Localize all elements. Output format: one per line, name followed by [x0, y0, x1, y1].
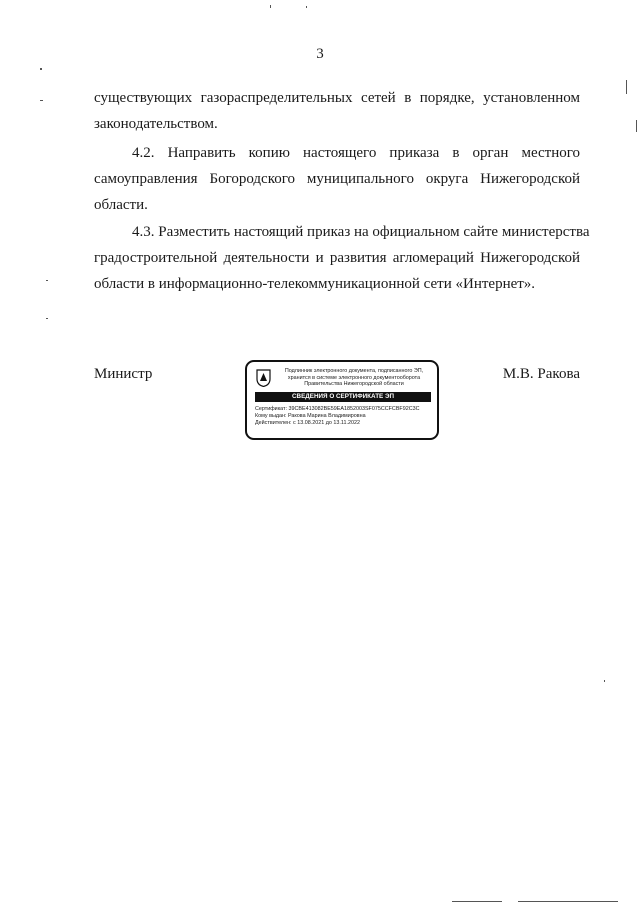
paragraph-line: 4.2. Направить копию настоящего приказа в орган местного	[132, 145, 580, 161]
valid-label: Действителен:	[255, 420, 292, 426]
paragraph-4-3	[94, 219, 590, 297]
stamp-header-line: Правительства Нижегородской области	[304, 381, 404, 388]
signer-name: М.В. Ракова	[502, 366, 580, 382]
scan-mark	[626, 80, 627, 94]
scan-mark	[270, 5, 271, 8]
valid-value: с 13.08.2021 до 13.11.2022	[293, 420, 360, 426]
scan-mark	[46, 318, 48, 319]
stamp-header-line: хранится в системе электронного документооборота	[287, 374, 421, 381]
scan-mark	[306, 6, 307, 8]
issued-to-row	[255, 413, 435, 420]
paragraph-line: существующих газораспределительных сетей в порядке, установленном	[94, 90, 580, 106]
paragraph-line: самоуправления Богородского муниципального округа Нижегородской	[94, 171, 580, 187]
certificate-value: 39CBE413082BE59EA1852003SF075CCFCBF92C3C	[288, 406, 420, 412]
stamp-header-line: Подлинник электронного документа, подписанного ЭП,	[284, 368, 424, 374]
paragraph-line: области.	[94, 197, 148, 213]
scan-mark	[452, 901, 502, 902]
stamp-header	[273, 368, 435, 388]
coat-of-arms-icon	[256, 369, 271, 387]
page-number: 3	[316, 46, 324, 62]
stamp-details	[255, 406, 435, 427]
paragraph-continuation	[94, 85, 580, 137]
paragraph-line: области в информационно-телекоммуникационной сети «Интернет».	[94, 276, 536, 292]
certificate-row	[255, 406, 435, 413]
scan-mark	[604, 680, 605, 682]
valid-row	[255, 420, 435, 427]
certificate-label: Сертификат:	[255, 406, 288, 412]
stamp-certificate-bar: СВЕДЕНИЯ О СЕРТИФИКАТЕ ЭП	[255, 392, 431, 402]
scan-mark	[40, 100, 43, 101]
paragraph-4-2	[94, 140, 580, 218]
scan-mark	[518, 901, 618, 902]
scan-mark	[40, 68, 42, 70]
e-signature-stamp	[245, 360, 439, 440]
issued-to-label: Кому выдан:	[255, 413, 287, 419]
paragraph-line: законодательством.	[94, 116, 218, 132]
scan-mark	[46, 280, 48, 281]
scan-mark	[636, 120, 637, 132]
paragraph-line: 4.3. Разместить настоящий приказ на официальном сайте министерства	[132, 224, 590, 240]
issued-to-value: Ракова Марина Владимировна	[287, 413, 366, 419]
paragraph-line: градостроительной деятельности и развития агломераций Нижегородской	[94, 250, 580, 266]
signer-title: Министр	[94, 366, 153, 382]
